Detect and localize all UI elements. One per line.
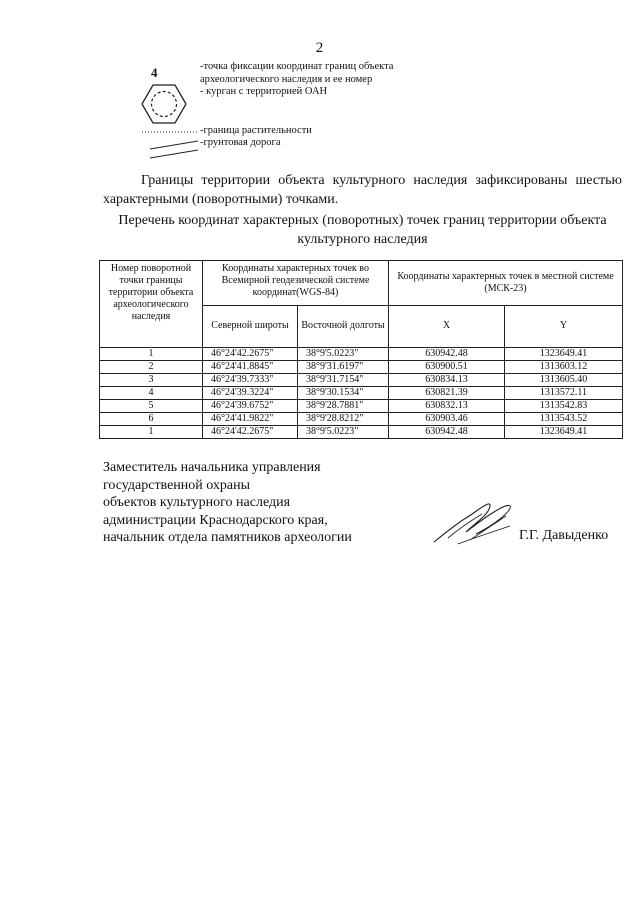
latitude-cell: 46°24'39.6752"	[203, 400, 298, 413]
point-number-cell: 1	[100, 426, 203, 439]
header-msk-group: Координаты характерных точек в местной системе (МСК-23)	[389, 261, 623, 306]
signer-title-line: начальник отдела памятников археологии	[103, 530, 352, 545]
latitude-cell: 46°24'42.2675"	[203, 426, 298, 439]
signature-block	[103, 459, 403, 547]
point-number-cell: 5	[100, 400, 203, 413]
table-row	[100, 361, 623, 374]
header-wgs-group: Координаты характерных точек во Всемирной геодезической системе координат(WGS-84)	[203, 261, 389, 306]
y-cell: 1313542.83	[505, 400, 623, 413]
y-cell: 1323649.41	[505, 426, 623, 439]
point-number-cell: 1	[100, 348, 203, 361]
table-row	[100, 426, 623, 439]
longitude-cell: 38°9'28.7881"	[298, 400, 389, 413]
point-number-cell: 4	[100, 387, 203, 400]
page-number: 2	[315, 40, 324, 56]
legend-item-kurgan: - курган с территорией ОАН	[200, 86, 328, 98]
dirt-road-icon	[148, 138, 200, 160]
signer-title-line: государственной охраны	[103, 477, 251, 493]
header-latitude: Северной широты	[203, 305, 298, 348]
point-number-cell: 2	[100, 361, 203, 374]
x-cell: 630834.13	[389, 374, 505, 387]
x-cell: 630821.39	[389, 387, 505, 400]
table-row	[100, 387, 623, 400]
longitude-cell: 38°9'5.0223"	[298, 348, 389, 361]
signer-title-line: объектов культурного наследия	[103, 495, 291, 510]
longitude-cell: 38°9'28.8212"	[298, 413, 389, 426]
coordinates-list-title: Перечень координат характерных (поворотных) точек границ территории объекта культурного наследия	[118, 213, 607, 247]
x-cell: 630942.48	[389, 426, 505, 439]
legend-item-road: -грунтовая дорога	[200, 137, 281, 149]
legend-item-vegetation: -граница растительности	[200, 124, 312, 136]
header-y: Y	[505, 305, 623, 348]
legend-marker-number: 4	[151, 65, 158, 80]
table-row	[100, 400, 623, 413]
table-row	[100, 374, 623, 387]
y-cell: 1313543.52	[505, 413, 623, 426]
table-row	[100, 413, 623, 426]
longitude-cell: 38°9'31.7154"	[298, 374, 389, 387]
handwritten-signature	[430, 498, 516, 546]
latitude-cell: 46°24'39.3224"	[203, 387, 298, 400]
x-cell: 630903.46	[389, 413, 505, 426]
point-number-cell: 3	[100, 374, 203, 387]
longitude-cell: 38°9'30.1534"	[298, 387, 389, 400]
coordinates-table	[99, 260, 623, 439]
y-cell: 1313603.12	[505, 361, 623, 374]
vegetation-boundary-icon	[140, 126, 200, 138]
boundary-paragraph: Границы территории объекта культурного наследия зафиксированы шестью характерными (поворотными) точками.	[103, 173, 622, 207]
latitude-cell: 46°24'41.9822"	[203, 413, 298, 426]
header-x: X	[389, 305, 505, 348]
legend-item-point-marker: -точка фиксации координат границ объекта археологического наследия и ее номер	[200, 61, 394, 85]
header-point-number: Номер поворотной точки границы территории объекта археологического наследия	[100, 261, 203, 348]
latitude-cell: 46°24'42.2675"	[203, 348, 298, 361]
x-cell: 630900.51	[389, 361, 505, 374]
signer-title-line: Заместитель начальника управления	[103, 460, 321, 475]
latitude-cell: 46°24'41.8845"	[203, 361, 298, 374]
legend	[200, 61, 440, 150]
longitude-cell: 38°9'5.0223"	[298, 426, 389, 439]
signer-name: Г.Г. Давыденко	[519, 528, 609, 543]
y-cell: 1313605.40	[505, 374, 623, 387]
latitude-cell: 46°24'39.7333"	[203, 374, 298, 387]
table-row	[100, 348, 623, 361]
header-longitude: Восточной долготы	[298, 305, 389, 348]
point-number-cell: 6	[100, 413, 203, 426]
y-cell: 1313572.11	[505, 387, 623, 400]
signer-title-line: администрации Краснодарского края,	[103, 512, 328, 528]
x-cell: 630832.13	[389, 400, 505, 413]
kurgan-hexagon-icon	[141, 84, 187, 124]
longitude-cell: 38°9'31.6197"	[298, 361, 389, 374]
y-cell: 1323649.41	[505, 348, 623, 361]
x-cell: 630942.48	[389, 348, 505, 361]
